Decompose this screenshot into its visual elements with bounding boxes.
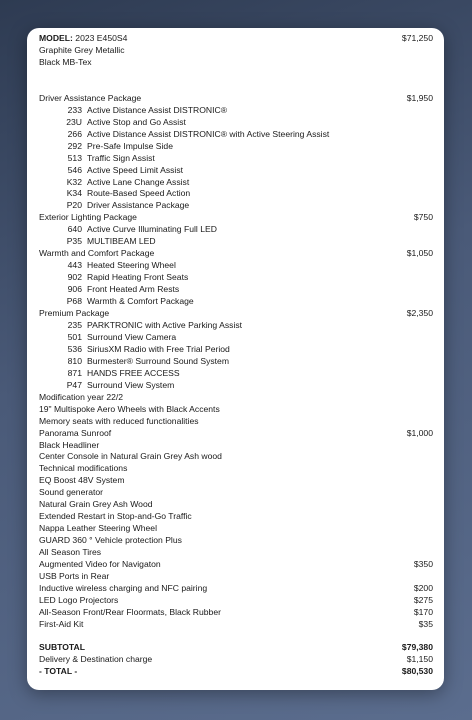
- package-item: [39, 129, 433, 141]
- option-row: [39, 416, 433, 428]
- option-row: [39, 607, 433, 619]
- total-label: - TOTAL -: [39, 665, 78, 676]
- package-item-text: [59, 260, 176, 272]
- item-code: 235: [67, 319, 82, 330]
- option-name: All-Season Front/Rear Floormats, Black Rubber: [39, 606, 221, 617]
- item-description: Warmth & Comfort Package: [87, 296, 194, 307]
- package-item-text: [59, 188, 190, 200]
- option-row: [39, 547, 433, 559]
- package-price: $1,050: [406, 248, 433, 259]
- package-item: [39, 153, 433, 165]
- option-price: $275: [413, 594, 433, 605]
- item-description: Active Speed Limit Assist: [87, 164, 184, 175]
- option-name: Inductive wireless charging and NFC pairing: [39, 582, 208, 593]
- option-row: [39, 499, 433, 511]
- delivery-label: Delivery & Destination charge: [39, 653, 153, 664]
- package-row: [39, 93, 433, 105]
- item-code: 513: [67, 152, 82, 163]
- delivery-row: [39, 654, 433, 666]
- package-item-text: [59, 236, 156, 248]
- option-row: [39, 475, 433, 487]
- item-code: 501: [67, 331, 82, 342]
- item-code: 443: [67, 260, 82, 271]
- package-item: [39, 260, 433, 272]
- option-name: Modification year 22/2: [39, 391, 124, 402]
- package-item-text: [59, 284, 179, 296]
- item-code: P35: [66, 236, 82, 247]
- item-code: 23U: [66, 116, 82, 127]
- item-description: Active Curve Illuminating Full LED: [87, 224, 217, 235]
- item-description: SiriusXM Radio with Free Trial Period: [87, 343, 230, 354]
- option-price: $170: [413, 606, 433, 617]
- item-description: Active Stop and Go Assist: [87, 116, 186, 127]
- item-description: PARKTRONIC with Active Parking Assist: [87, 319, 243, 330]
- option-row: [39, 451, 433, 463]
- item-code: 640: [67, 224, 82, 235]
- package-item-text: [59, 272, 188, 284]
- model-label: MODEL:: [39, 33, 73, 43]
- item-description: Rapid Heating Front Seats: [87, 272, 189, 283]
- item-description: Surround View Camera: [87, 331, 177, 342]
- option-row: [39, 535, 433, 547]
- options-list: [39, 392, 433, 631]
- color-line-text: Black MB-Tex: [39, 56, 92, 67]
- option-row: [39, 595, 433, 607]
- item-code: 810: [67, 355, 82, 366]
- option-row: [39, 404, 433, 416]
- option-row: [39, 511, 433, 523]
- item-description: Active Distance Assist DISTRONIC®: [87, 104, 228, 115]
- item-code: P47: [66, 379, 82, 390]
- package-item: [39, 117, 433, 129]
- item-code: 233: [67, 104, 82, 115]
- package-item: [39, 272, 433, 284]
- spacer: [39, 631, 433, 642]
- package-row: [39, 212, 433, 224]
- item-description: Route-Based Speed Action: [87, 188, 191, 199]
- package-row: [39, 308, 433, 320]
- package-item-text: [59, 356, 229, 368]
- package-item-text: [59, 344, 230, 356]
- package-item: [39, 105, 433, 117]
- package-item-text: [59, 117, 186, 129]
- option-row: [39, 463, 433, 475]
- option-name: Black Headliner: [39, 439, 100, 450]
- item-description: MULTIBEAM LED: [87, 236, 156, 247]
- option-row: [39, 487, 433, 499]
- option-row: [39, 440, 433, 452]
- package-item-text: [59, 105, 227, 117]
- option-name: First-Aid Kit: [39, 618, 84, 629]
- package-item-text: [59, 177, 189, 189]
- option-name: Center Console in Natural Grain Grey Ash wood: [39, 451, 222, 462]
- option-row: [39, 392, 433, 404]
- package-item: [39, 236, 433, 248]
- color-line: [39, 57, 433, 69]
- option-price: $1,000: [406, 427, 433, 438]
- option-name: Augmented Video for Navigaton: [39, 559, 161, 570]
- price-sheet: [39, 33, 433, 678]
- package-item-text: [59, 368, 180, 380]
- package-item-text: [59, 296, 194, 308]
- item-description: Pre-Safe Impulse Side: [87, 140, 173, 151]
- item-code: 266: [67, 128, 82, 139]
- item-description: Active Distance Assist DISTRONIC® with Active Steering Assist: [87, 128, 330, 139]
- package-item: [39, 380, 433, 392]
- package-item-text: [59, 200, 189, 212]
- package-item-text: [59, 165, 183, 177]
- package-name: Warmth and Comfort Package: [39, 248, 155, 259]
- item-code: 906: [67, 284, 82, 295]
- option-row: [39, 559, 433, 571]
- subtotal-row: [39, 642, 433, 654]
- package-item: [39, 344, 433, 356]
- package-name: Premium Package: [39, 308, 110, 319]
- option-name: Panorama Sunroof: [39, 427, 112, 438]
- package-item: [39, 177, 433, 189]
- subtotal-price: $79,380: [401, 641, 433, 652]
- package-item-text: [59, 320, 242, 332]
- option-name: Natural Grain Grey Ash Wood: [39, 499, 153, 510]
- item-description: HANDS FREE ACCESS: [87, 367, 180, 378]
- model-name: 2023 E450S4: [75, 33, 128, 43]
- item-code: K34: [66, 188, 82, 199]
- package-item-text: [59, 332, 176, 344]
- package-name: Driver Assistance Package: [39, 92, 142, 103]
- item-description: Heated Steering Wheel: [87, 260, 176, 271]
- item-description: Active Lane Change Assist: [87, 176, 190, 187]
- item-description: Burmester® Surround Sound System: [87, 355, 229, 366]
- model-row: [39, 33, 433, 45]
- package-item: [39, 200, 433, 212]
- option-row: [39, 619, 433, 631]
- model-price: $71,250: [401, 33, 433, 43]
- delivery-price: $1,150: [406, 653, 433, 664]
- item-code: 536: [67, 343, 82, 354]
- spacer: [39, 69, 433, 93]
- option-row: [39, 428, 433, 440]
- package-item-text: [59, 141, 173, 153]
- item-code: 546: [67, 164, 82, 175]
- item-code: 902: [67, 272, 82, 283]
- package-item: [39, 224, 433, 236]
- item-code: P20: [66, 200, 82, 211]
- option-name: GUARD 360 ° Vehicle protection Plus: [39, 535, 182, 546]
- package-item: [39, 356, 433, 368]
- item-code: 871: [67, 367, 82, 378]
- item-description: Surround View System: [87, 379, 175, 390]
- package-item: [39, 332, 433, 344]
- package-item: [39, 320, 433, 332]
- package-item-text: [59, 153, 155, 165]
- option-row: [39, 583, 433, 595]
- package-item: [39, 368, 433, 380]
- package-item-text: [59, 224, 217, 236]
- package-price: $1,950: [406, 92, 433, 103]
- option-name: Memory seats with reduced functionalities: [39, 415, 199, 426]
- package-item: [39, 141, 433, 153]
- package-price: $750: [413, 212, 433, 223]
- option-name: 19" Multispoke Aero Wheels with Black Accents: [39, 403, 220, 414]
- option-name: Extended Restart in Stop-and-Go Traffic: [39, 511, 192, 522]
- option-row: [39, 523, 433, 535]
- option-name: LED Logo Projectors: [39, 594, 119, 605]
- option-name: EQ Boost 48V System: [39, 475, 125, 486]
- subtotal-label: SUBTOTAL: [39, 641, 85, 652]
- package-item: [39, 284, 433, 296]
- package-row: [39, 248, 433, 260]
- option-name: Technical modifications: [39, 463, 128, 474]
- package-item-text: [59, 129, 329, 141]
- package-item: [39, 296, 433, 308]
- option-row: [39, 571, 433, 583]
- package-item-text: [59, 380, 174, 392]
- item-description: Driver Assistance Package: [87, 200, 190, 211]
- option-name: Sound generator: [39, 487, 104, 498]
- item-description: Traffic Sign Assist: [87, 152, 155, 163]
- package-item: [39, 165, 433, 177]
- color-line-text: Graphite Grey Metallic: [39, 44, 125, 55]
- option-name: USB Ports in Rear: [39, 570, 110, 581]
- total-price: $80,530: [401, 665, 433, 676]
- color-line: [39, 45, 433, 57]
- item-code: P68: [66, 296, 82, 307]
- item-code: 292: [67, 140, 82, 151]
- option-price: $35: [418, 618, 433, 629]
- option-price: $200: [413, 582, 433, 593]
- color-lines: [39, 45, 433, 69]
- item-description: Front Heated Arm Rests: [87, 284, 180, 295]
- option-name: Nappa Leather Steering Wheel: [39, 523, 158, 534]
- total-row: [39, 666, 433, 678]
- option-name: All Season Tires: [39, 547, 102, 558]
- package-price: $2,350: [406, 308, 433, 319]
- packages-list: [39, 93, 433, 392]
- package-name: Exterior Lighting Package: [39, 212, 137, 223]
- package-item: [39, 188, 433, 200]
- price-sheet-card: [27, 28, 444, 690]
- item-code: K32: [66, 176, 82, 187]
- option-price: $350: [413, 559, 433, 570]
